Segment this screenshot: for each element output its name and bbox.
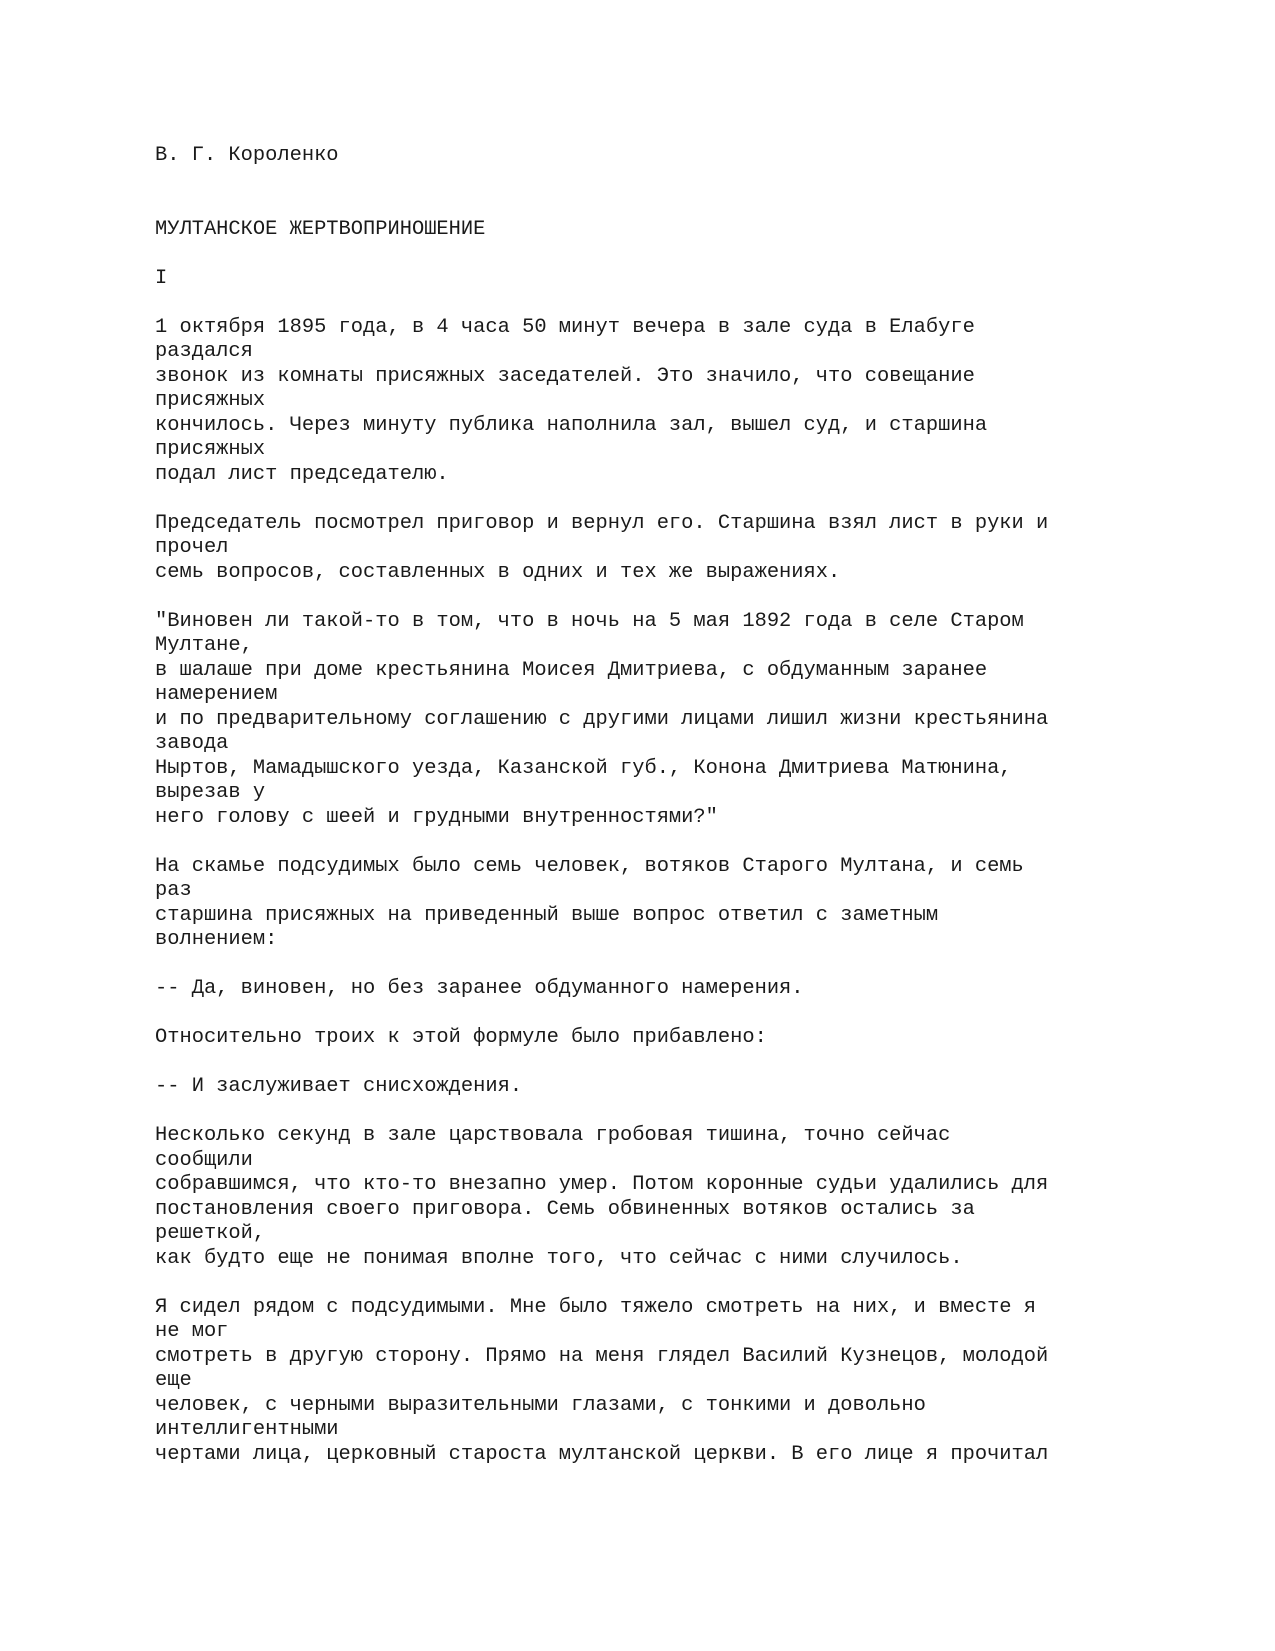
text-line: Ныртов, Мамадышского уезда, Казанской губ., Конона Дмитриева Матюнина, bbox=[155, 756, 1012, 780]
text-line: присяжных bbox=[155, 389, 266, 412]
text-line: собравшимся, что кто-то внезапно умер. Потом коронные судьи удалились для bbox=[155, 1173, 1049, 1196]
text-line: смотреть в другую сторону. Прямо на меня глядел Василий Кузнецов, молодой bbox=[155, 1344, 1049, 1368]
text-line: вырезав у bbox=[155, 781, 266, 804]
spacer bbox=[155, 487, 1255, 512]
paragraph bbox=[155, 610, 1255, 831]
document-title: МУЛТАНСКОЕ ЖЕРТВОПРИНОШЕНИЕ bbox=[155, 217, 486, 241]
paragraph bbox=[155, 977, 1255, 1002]
paragraph bbox=[155, 512, 1255, 586]
text-line: Я сидел рядом с подсудимыми. Мне было тяжело смотреть на них, и вместе я bbox=[155, 1295, 1037, 1319]
text-line: 1 октября 1895 года, в 4 часа 50 минут вечера в зале суда в Елабуге bbox=[155, 315, 975, 339]
text-line: сообщили bbox=[155, 1148, 253, 1172]
text-line: намерением bbox=[155, 683, 278, 706]
spacer bbox=[155, 291, 1255, 316]
paragraph bbox=[155, 1296, 1255, 1468]
text-line: волнением: bbox=[155, 928, 278, 951]
text-line: чертами лица, церковный староста мултанской церкви. В его лице я прочитал bbox=[155, 1442, 1049, 1466]
paragraph bbox=[155, 316, 1255, 488]
spacer bbox=[155, 1100, 1255, 1125]
text-line: решеткой, bbox=[155, 1222, 266, 1245]
text-line: человек, с черными выразительными глазами, с тонкими и довольно bbox=[155, 1393, 926, 1417]
text-line: в шалаше при доме крестьянина Моисея Дмитриева, с обдуманным заранее bbox=[155, 658, 988, 682]
text-line: постановления своего приговора. Семь обвиненных вотяков остались за bbox=[155, 1197, 975, 1221]
text-line: не мог bbox=[155, 1320, 229, 1343]
spacer bbox=[155, 585, 1255, 610]
text-line: Мултане, bbox=[155, 634, 253, 657]
spacer bbox=[155, 1002, 1255, 1027]
text-line: завода bbox=[155, 732, 229, 755]
text-line: Несколько секунд в зале царствовала гробовая тишина, точно сейчас bbox=[155, 1124, 951, 1147]
spacer bbox=[155, 1051, 1255, 1076]
text-line: На скамье подсудимых было семь человек, вотяков Старого Мултана, и семь bbox=[155, 854, 1024, 878]
text-line: Председатель посмотрел приговор и вернул его. Старшина взял лист в руки и bbox=[155, 511, 1049, 535]
text-line: интеллигентными bbox=[155, 1418, 339, 1441]
paragraph bbox=[155, 855, 1255, 953]
paragraph bbox=[155, 1075, 1255, 1100]
spacer bbox=[155, 169, 1255, 218]
text-line: -- Да, виновен, но без заранее обдуманного намерения. bbox=[155, 977, 804, 1000]
paragraph bbox=[155, 1124, 1255, 1271]
text-line: кончилось. Через минуту публика наполнила зал, вышел суд, и старшина bbox=[155, 413, 988, 437]
text-line: Относительно троих к этой формуле было прибавлено: bbox=[155, 1026, 767, 1049]
spacer bbox=[155, 953, 1255, 978]
text-line: прочел bbox=[155, 536, 229, 559]
paragraphs bbox=[155, 316, 1255, 1468]
spacer bbox=[155, 1271, 1255, 1296]
text-line: подал лист председателю. bbox=[155, 462, 449, 486]
paragraph bbox=[155, 1026, 1255, 1051]
text-line: как будто еще не понимая вполне того, что сейчас с ними случилось. bbox=[155, 1246, 963, 1270]
author-name: В. Г. Короленко bbox=[155, 144, 339, 167]
text-line: раз bbox=[155, 879, 192, 902]
chapter-number: I bbox=[155, 266, 168, 290]
text-line: звонок из комнаты присяжных заседателей. Это значило, что совещание bbox=[155, 364, 975, 388]
text-line: присяжных bbox=[155, 438, 266, 461]
text-line: и по предварительному соглашению с другими лицами лишил жизни крестьянина bbox=[155, 707, 1049, 731]
spacer bbox=[155, 242, 1255, 267]
text-line: раздался bbox=[155, 340, 253, 363]
text-line: него голову с шеей и грудными внутренностями?" bbox=[155, 805, 718, 829]
text-line: старшина присяжных на приведенный выше вопрос ответил с заметным bbox=[155, 903, 939, 927]
spacer bbox=[155, 830, 1255, 855]
text-line: семь вопросов, составленных в одних и тех же выражениях. bbox=[155, 560, 841, 584]
text-line: еще bbox=[155, 1369, 192, 1392]
document-body bbox=[155, 144, 1255, 1467]
text-line: "Виновен ли такой-то в том, что в ночь на 5 мая 1892 года в селе Старом bbox=[155, 609, 1024, 633]
text-line: -- И заслуживает снисхождения. bbox=[155, 1075, 523, 1098]
